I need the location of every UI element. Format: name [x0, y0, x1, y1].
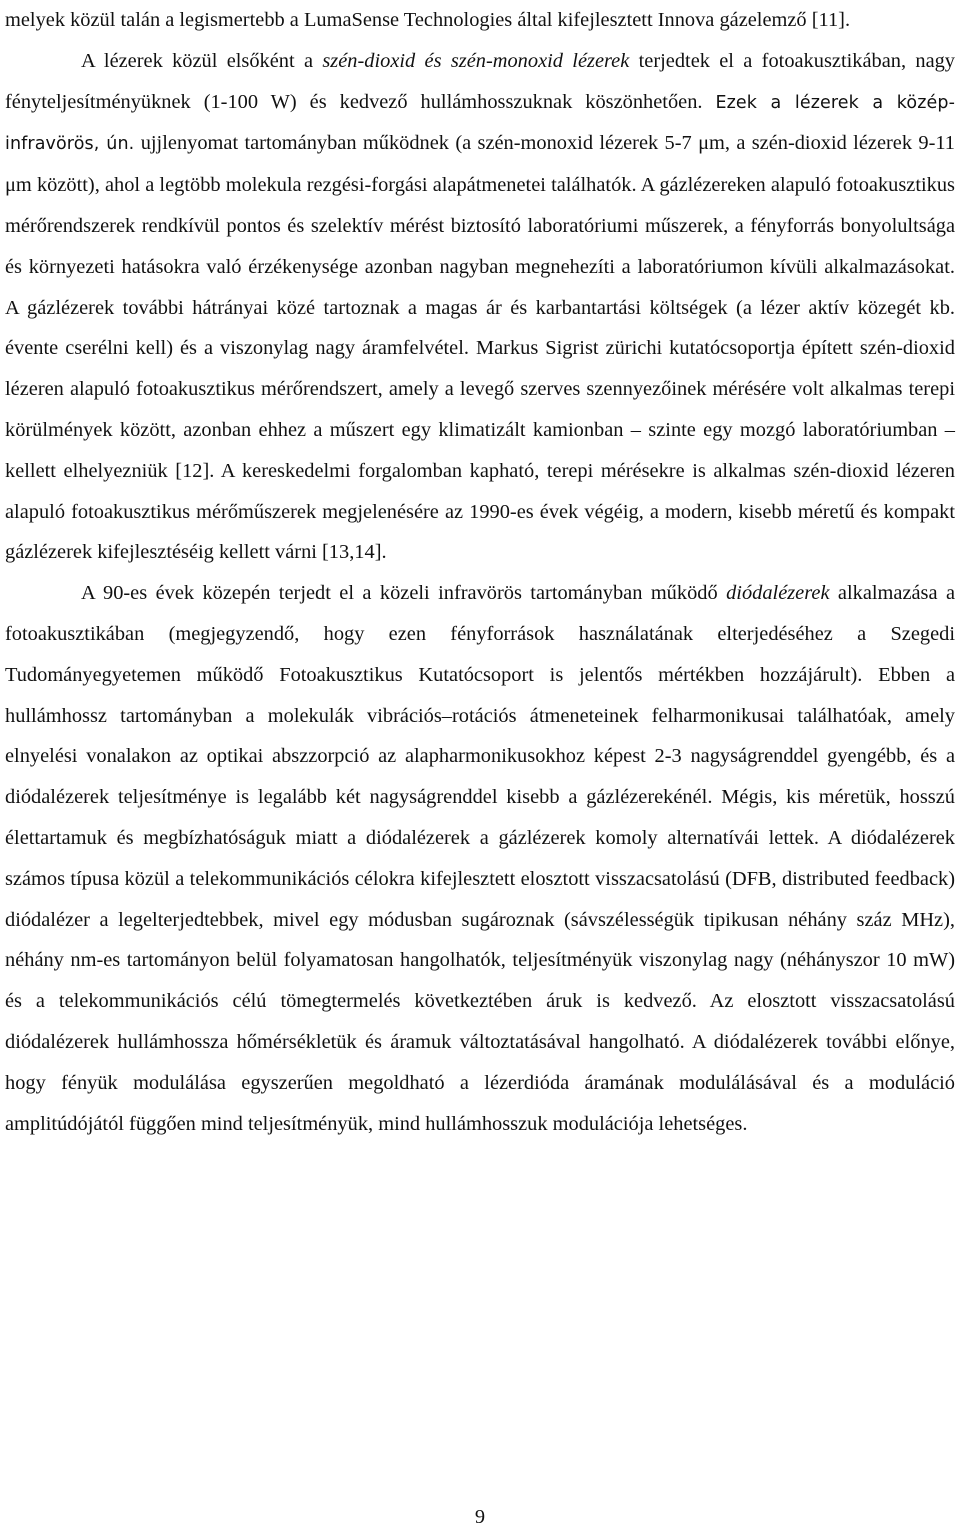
page-number: 9: [474, 1506, 486, 1528]
text-run: ujjlenyomat tartományban működnek (a szén-monoxid lézerek 5-7 μm, a szén-dioxid lézerek 9-11 μm között), ahol a legtöbb molekula rezgési-forgási alapátmenetei találhatók. A gázlézereken alapuló fotoakusztikus mérőrendszerek rendkívül pontos és szelektív mérést biztosító laboratóriumi műszerek, a fényforrás bonyolultsága és környezeti hatásokra való érzékenysége azonban nagyban megnehezíti a laboratóriumon kívüli alkalmazásokat. A gázlézerek további hátrányai közé tartoznak a magas ár és karbantartási költségek (a lézer aktív közegét kb. évente cserélni kell) és a viszonylag nagy áramfelvétel. Markus Sigrist zürichi kutatócsoportja épített szén-dioxid lézeren alapuló fotoakusztikus mérőrendszert, amely a levegő szerves szennyezőinek mérésére volt alkalmas terepi körülmények között, azonban ehhez a műszert egy klimatizált kamionban – szinte egy mozgó laboratóriumban – kellett elhelyezniük [12]. A kereskedelmi forgalomban kapható, terepi mérésekre is alkalmas szén-dioxid lézeren alapuló fotoakusztikus mérőműszerek megjelenésére az 1990-es évek végéig, a modern, kisebb méretű és kompakt gázlézerek kifejlesztéséig kellett várni [13,14].: [5, 132, 955, 564]
sans-text-run: Ezek a lézerek a közép-infravörös, ún.: [5, 92, 955, 155]
paragraph-lasers: [5, 41, 955, 573]
document-body: [5, 0, 955, 1144]
italic-term: szén-dioxid és szén-monoxid lézerek: [322, 49, 630, 72]
text-run: A lézerek közül elsőként a: [81, 49, 323, 72]
italic-term: diódalézerek: [726, 582, 830, 605]
paragraph-continuation: [5, 0, 955, 41]
text-run: alkalmazása a fotoakusztikában (megjegyzendő, hogy ezen fényforrások használatának elterjedéséhez a Szegedi Tudományegyetemen működő Fotoakusztikus Kutatócsoport is jelentős mértékben hozzájárult). Ebben a hullámhossz tartományban a molekulák vibrációs–rotációs átmeneteinek felharmonikusai találhatóak, amely elnyelési vonalakon az optikai abszzorpció az alapharmonikusokhoz képest 2-3 nagyságrenddel gyengébb, és a diódalézerek teljesítménye is legalább két nagyságrenddel kisebb a gázlézerekénél. Mégis, kis méretük, hosszú élettartamuk és megbízhatóságuk miatt a diódalézerek a gázlézerek komoly alternatívái lettek. A diódalézerek számos típusa közül a telekommunikációs célokra kifejlesztett elosztott visszacsatolású (DFB, distributed feedback) diódalézer a legelterjedtebbek, mivel egy módusban sugároznak (sávszélességük tipikusan néhány száz MHz), néhány nm-es tartományon belül folyamatosan hangolhatók, teljesítményük viszonylag nagy (néhányszor 10 mW) és a telekommunikációs célú tömegtermelés következtében áruk is kedvező. Az elosztott visszacsatolású diódalézerek hullámhossza hőmérsékletük és áramuk változtatásával hangolható. A diódalézerek további előnye, hogy fényük modulálása egyszerűen megoldható a lézerdióda áramának modulálásával és a moduláció amplitúdójától függően mind teljesítményük, mind hullámhosszuk modulációja lehetséges.: [5, 582, 956, 1135]
text-run: terjedtek el a fotoakusztikában, nagy fényteljesítményüknek (1-100 W) és kedvező hullámhosszuknak köszönhetően.: [5, 49, 956, 113]
text-run: A 90-es évek közepén terjedt el a közeli infravörös tartományban működő: [81, 582, 727, 605]
text-run: melyek közül talán a legismertebb a LumaSense Technologies által kifejlesztett Innova gázelemző [11].: [5, 9, 851, 31]
paragraph-diode-lasers: [5, 573, 955, 1144]
